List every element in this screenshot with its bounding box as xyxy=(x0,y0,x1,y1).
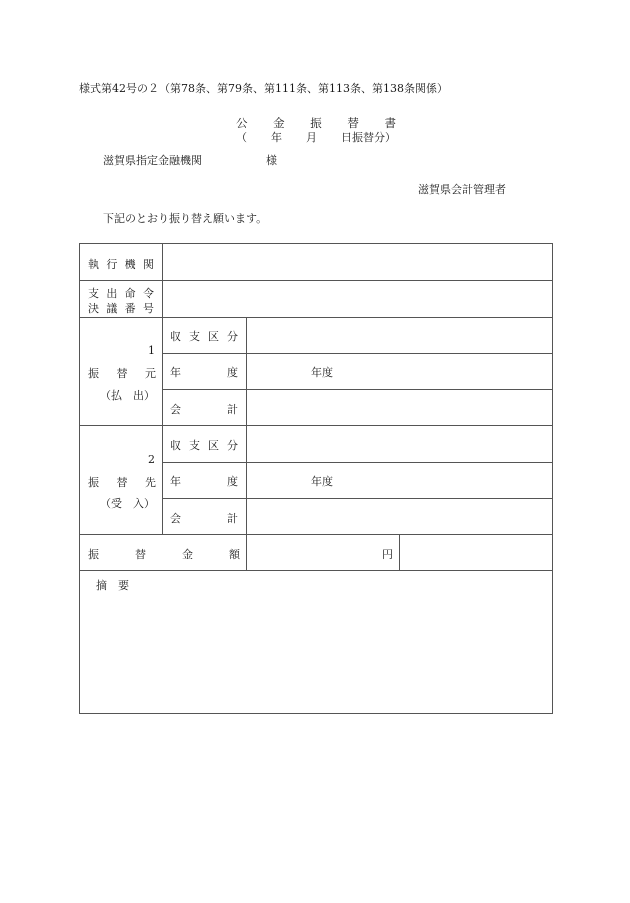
col-divider xyxy=(246,317,247,570)
addressee-honorific: 様 xyxy=(266,154,277,167)
executing-agency-label: 執 行 機 関 xyxy=(88,258,154,271)
title-char: 公 xyxy=(236,116,248,130)
destination-fiscal-year-suffix: 年度 xyxy=(311,475,333,488)
row-divider xyxy=(80,317,552,318)
row-divider xyxy=(80,534,552,535)
col-divider xyxy=(162,244,163,534)
destination-division-label: 収 支 区 分 xyxy=(170,439,238,452)
order-number-label-line1: 支 出 命 令 xyxy=(88,287,154,300)
issuer: 滋賀県会計管理者 xyxy=(418,183,506,196)
source-number: 1 xyxy=(148,344,155,357)
title-char: 書 xyxy=(384,116,396,130)
destination-account-label: 会 計 xyxy=(170,512,238,525)
order-number-field[interactable] xyxy=(164,283,550,315)
row-divider xyxy=(162,353,552,354)
destination-account-field[interactable] xyxy=(248,500,550,532)
row-divider xyxy=(162,462,552,463)
amount-extra-field[interactable] xyxy=(402,536,550,568)
row-divider xyxy=(80,570,552,571)
title-char: 振 xyxy=(310,116,322,130)
title-char: 金 xyxy=(273,116,285,130)
transfer-form-table xyxy=(79,243,553,714)
currency-unit: 円 xyxy=(382,548,393,561)
source-division-field[interactable] xyxy=(248,319,550,351)
transfer-amount-label: 振 替 金 額 xyxy=(88,548,240,561)
paren-open: （ xyxy=(236,131,247,144)
source-label: 振 替 元 xyxy=(88,367,156,380)
source-sublabel: （払 出） xyxy=(100,389,155,402)
year-label: 年 xyxy=(271,131,282,144)
request-text: 下記のとおり振り替え願います。 xyxy=(103,212,268,225)
destination-sublabel: （受 入） xyxy=(100,497,155,510)
month-label: 月 xyxy=(306,131,317,144)
order-number-label-line2: 決 議 番 号 xyxy=(88,302,154,315)
day-label: 日振替分） xyxy=(341,131,396,144)
transfer-date-line xyxy=(236,129,396,145)
destination-fiscal-year-label: 年 度 xyxy=(170,475,238,488)
title-char: 替 xyxy=(347,116,359,130)
form-reference: 様式第42号の２（第78条、第79条、第111条、第113条、第138条関係） xyxy=(79,82,448,95)
source-division-label: 収 支 区 分 xyxy=(170,330,238,343)
addressee: 滋賀県指定金融機関 xyxy=(103,154,202,167)
row-divider xyxy=(80,280,552,281)
destination-label: 振 替 先 xyxy=(88,476,156,489)
row-divider xyxy=(162,498,552,499)
col-divider xyxy=(399,534,400,570)
row-divider xyxy=(80,425,552,426)
transfer-amount-field[interactable] xyxy=(248,536,396,568)
source-fiscal-year-suffix: 年度 xyxy=(311,366,333,379)
source-account-field[interactable] xyxy=(248,391,550,423)
row-divider xyxy=(162,389,552,390)
summary-field[interactable] xyxy=(84,594,548,710)
executing-agency-field[interactable] xyxy=(164,246,550,278)
destination-number: 2 xyxy=(148,453,155,466)
source-fiscal-year-label: 年 度 xyxy=(170,366,238,379)
summary-label: 摘 要 xyxy=(96,579,129,592)
destination-division-field[interactable] xyxy=(248,428,550,460)
source-account-label: 会 計 xyxy=(170,403,238,416)
